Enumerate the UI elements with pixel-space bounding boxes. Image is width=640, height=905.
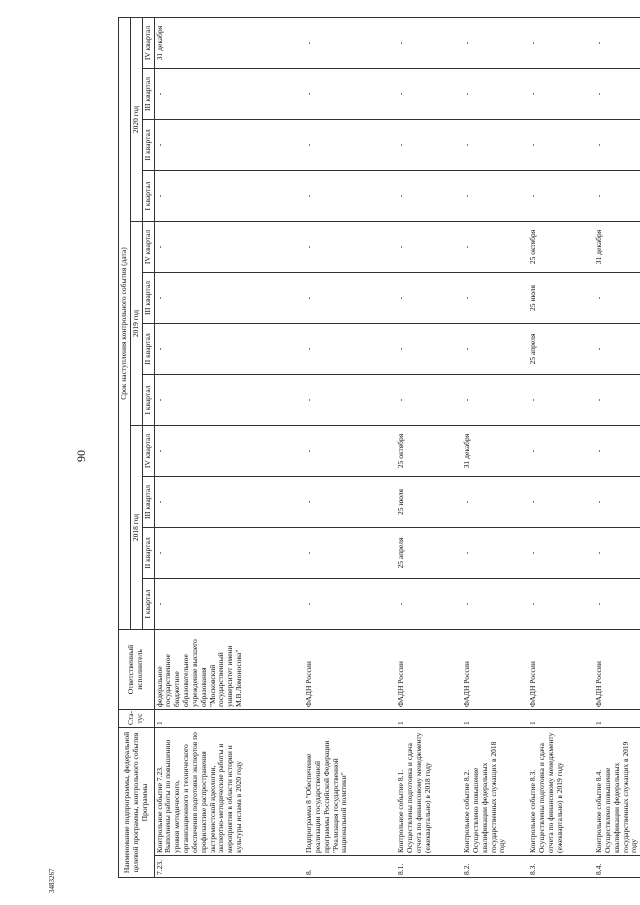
row-name: Подпрограмма 8 "Обеспечение реализации государственной программы Российской Федерации "Реализация государственной национальной политики" (304, 728, 396, 856)
row-number: 8.1. (396, 856, 462, 878)
row-number: 8.3. (528, 856, 594, 878)
row-deadline-cell: - (396, 579, 462, 630)
table-row (594, 18, 640, 878)
row-deadline-cell: 25 октября (396, 426, 462, 477)
row-status: 1 (154, 710, 304, 728)
row-deadline-cell: - (154, 273, 304, 324)
row-deadline-cell: - (462, 579, 528, 630)
row-deadline-cell: - (462, 528, 528, 579)
row-number: 8.2. (462, 856, 528, 878)
row-executor: федеральное государственное бюджетное образовательное учреждение высшего образования "Московский государственный университет имени М.В.Ломоносова" (154, 630, 304, 710)
row-deadline-cell: - (304, 69, 396, 120)
header-quarter: III квартал (142, 477, 154, 528)
table-row (304, 18, 396, 878)
header-year-2018: 2018 год (130, 426, 142, 630)
header-quarter: II квартал (142, 324, 154, 375)
row-deadline-cell: - (462, 324, 528, 375)
row-deadline-cell: - (594, 18, 640, 69)
row-deadline-cell: - (304, 579, 396, 630)
row-deadline-cell: - (594, 375, 640, 426)
row-deadline-cell: - (396, 375, 462, 426)
row-name: Контрольное событие 8.2. Осуществлено повышение квалификации федеральных государственных служащих в 2018 году (462, 728, 528, 856)
row-deadline-cell: - (528, 579, 594, 630)
row-deadline-cell: 25 июля (528, 273, 594, 324)
row-deadline-cell: - (154, 579, 304, 630)
row-deadline-cell: - (304, 273, 396, 324)
row-deadline-cell: - (594, 273, 640, 324)
row-deadline-cell: - (594, 120, 640, 171)
row-deadline-cell: - (528, 477, 594, 528)
header-quarter: IV квартал (142, 222, 154, 273)
row-number: 7.23. (154, 856, 304, 878)
row-deadline-cell: - (528, 18, 594, 69)
row-status: 1 (462, 710, 528, 728)
row-deadline-cell: 25 апреля (528, 324, 594, 375)
header-quarter: I квартал (142, 171, 154, 222)
header-deadline: Срок наступления контрольного события (дата) (119, 18, 131, 630)
header-quarter: III квартал (142, 273, 154, 324)
header-quarter: III квартал (142, 69, 154, 120)
row-deadline-cell: - (396, 120, 462, 171)
header-executor: Ответственный исполнитель (119, 630, 155, 710)
row-name: Контрольное событие 8.4. Осуществлено повышение квалификации федеральных государственных служащих в 2019 году (594, 728, 640, 856)
row-deadline-cell: 31 декабря (462, 426, 528, 477)
table-row (396, 18, 462, 878)
row-deadline-cell: - (304, 18, 396, 69)
header-quarter: II квартал (142, 528, 154, 579)
page-number: 90 (74, 450, 88, 462)
row-deadline-cell: - (528, 171, 594, 222)
header-quarter: I квартал (142, 579, 154, 630)
row-deadline-cell: - (396, 222, 462, 273)
row-name: Контрольное событие 8.1. Осуществлены подготовка и сдача отчета по финансовому менеджменту (ежеквартально) в 2018 году (396, 728, 462, 856)
row-executor: ФАДН России (396, 630, 462, 710)
row-deadline-cell: - (154, 528, 304, 579)
row-deadline-cell: - (528, 375, 594, 426)
row-deadline-cell: 25 апреля (396, 528, 462, 579)
row-deadline-cell: - (594, 579, 640, 630)
row-deadline-cell: - (154, 171, 304, 222)
row-deadline-cell: - (462, 171, 528, 222)
row-deadline-cell: - (462, 477, 528, 528)
row-deadline-cell: - (304, 477, 396, 528)
row-deadline-cell: - (396, 69, 462, 120)
row-deadline-cell: - (528, 426, 594, 477)
row-deadline-cell: - (462, 273, 528, 324)
row-deadline-cell: - (594, 477, 640, 528)
row-deadline-cell: - (594, 324, 640, 375)
header-name: Наименование подпрограммы, федеральной целевой программы, контрольного события Программы (119, 728, 155, 878)
row-deadline-cell: - (528, 528, 594, 579)
row-deadline-cell: - (396, 18, 462, 69)
row-status: 1 (594, 710, 640, 728)
row-deadline-cell: - (462, 69, 528, 120)
row-deadline-cell: - (304, 222, 396, 273)
header-status: Ста-тус (119, 710, 155, 728)
header-quarter: IV квартал (142, 426, 154, 477)
row-deadline-cell: - (154, 120, 304, 171)
row-name: Контрольное событие 7.23. Выполнены работы по повышению уровня методического, организационного и технического обеспечения подготовки экспертов по профилактике распространения экстремистской идеологии, экспертно-методические работы и мероприятия в области истории и культуры ислама в 2020 году (154, 728, 304, 856)
row-deadline-cell: - (462, 18, 528, 69)
table-row (528, 18, 594, 878)
row-deadline-cell: - (396, 324, 462, 375)
row-deadline-cell: - (462, 120, 528, 171)
row-deadline-cell: - (594, 528, 640, 579)
row-executor: ФАДН России (304, 630, 396, 710)
row-status (304, 710, 396, 728)
row-deadline-cell: - (154, 375, 304, 426)
row-deadline-cell: - (528, 69, 594, 120)
row-deadline-cell: - (154, 222, 304, 273)
row-deadline-cell: 31 декабря (154, 18, 304, 69)
row-deadline-cell: - (304, 171, 396, 222)
row-deadline-cell: - (154, 324, 304, 375)
row-deadline-cell: - (462, 375, 528, 426)
row-executor: ФАДН России (462, 630, 528, 710)
table-row (154, 18, 304, 878)
header-quarter: IV квартал (142, 18, 154, 69)
header-quarter: II квартал (142, 120, 154, 171)
header-quarter: I квартал (142, 375, 154, 426)
row-deadline-cell: - (154, 426, 304, 477)
header-year-2019: 2019 год (130, 222, 142, 426)
row-deadline-cell: - (396, 171, 462, 222)
document-code: 3483267 (48, 868, 56, 893)
row-deadline-cell: - (154, 477, 304, 528)
row-deadline-cell: - (304, 375, 396, 426)
row-number: 8. (304, 856, 396, 878)
table-row (462, 18, 528, 878)
row-number: 8.4. (594, 856, 640, 878)
row-status: 1 (396, 710, 462, 728)
row-name: Контрольное событие 8.3. Осуществлены подготовка и сдача отчета по финансовому менеджменту (ежеквартально) в 2019 году (528, 728, 594, 856)
row-deadline-cell: - (462, 222, 528, 273)
control-events-table (118, 17, 640, 878)
row-deadline-cell: - (594, 69, 640, 120)
row-deadline-cell: 25 июля (396, 477, 462, 528)
row-deadline-cell: - (304, 120, 396, 171)
row-status: 1 (528, 710, 594, 728)
row-deadline-cell: - (304, 324, 396, 375)
row-deadline-cell: - (594, 426, 640, 477)
header-year-2020: 2020 год (130, 18, 142, 222)
row-executor: ФАДН России (528, 630, 594, 710)
row-deadline-cell: - (396, 273, 462, 324)
row-deadline-cell: 25 октября (528, 222, 594, 273)
row-deadline-cell: 31 декабря (594, 222, 640, 273)
row-deadline-cell: - (154, 69, 304, 120)
row-deadline-cell: - (304, 528, 396, 579)
row-deadline-cell: - (594, 171, 640, 222)
row-executor: ФАДН России (594, 630, 640, 710)
row-deadline-cell: - (528, 120, 594, 171)
rotated-sheet (118, 18, 638, 878)
row-deadline-cell: - (304, 426, 396, 477)
table-body (154, 18, 640, 878)
